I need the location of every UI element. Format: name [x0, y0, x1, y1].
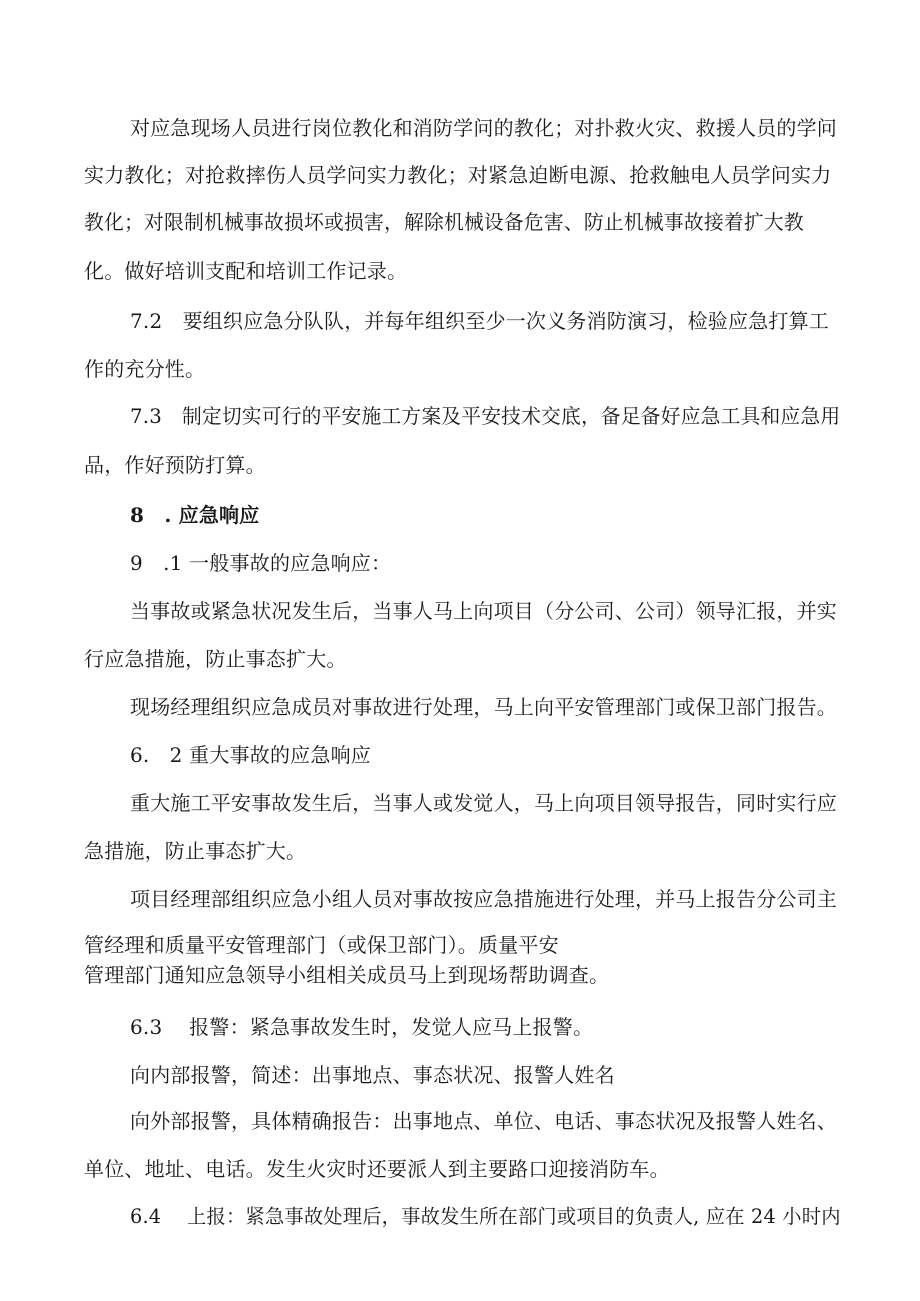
paragraph-line: 教化；对限制机械事故损坏或损害，解除机械设备危害、防止机械事故接着扩大教: [84, 211, 804, 234]
paragraph-line: 单位、地址、电话。发生火灾时还要派人到主要路口迎接消防车。: [84, 1157, 670, 1181]
section-7-2-line: 7.2 要组织应急分队队，并每年组织至少一次义务消防演习，检验应急打算工: [130, 309, 830, 333]
section-7-3-line: 7.3 制定切实可行的平安施工方案及平安技术交底，备足备好应急工具和应急用: [130, 405, 841, 428]
section-8-heading: 8 . 应急响应: [130, 503, 260, 527]
section-6-4-line: 6.4 上报：紧急事故处理后，事故发生所在部门或项目的负责人, 应在 24 小时内: [130, 1205, 841, 1228]
section-6-3-line: 6.3 报警：紧急事故发生时，发觉人应马上报警。: [130, 1015, 594, 1039]
paragraph-line: 当事故或紧急状况发生后，当事人马上向项目（分公司、公司）领导汇报，并实: [130, 599, 837, 623]
paragraph-line: 实力教化；对抢救摔伤人员学问实力教化；对紧急迫断电源、抢救触电人员学问实力: [84, 163, 832, 187]
paragraph-line: 急措施，防止事态扩大。: [84, 839, 307, 863]
paragraph-line: 作的充分性。: [84, 357, 206, 381]
section-6-2-heading: 6. 2 重大事故的应急响应: [130, 743, 371, 767]
paragraph-line: 项目经理部组织应急小组人员对事故按应急措施进行处理，并马上报告分公司主: [130, 887, 837, 911]
paragraph-line: 管经理和质量平安管理部门（或保卫部门）。质量平安: [84, 933, 559, 957]
paragraph-line: 管理部门通知应急领导小组相关成员马上到现场帮助调查。: [84, 963, 610, 987]
paragraph-line: 对应急现场人员进行岗位教化和消防学问的教化；对扑救火灾、救援人员的学问: [130, 116, 837, 140]
paragraph-line: 现场经理组织应急成员对事故进行处理，马上向平安管理部门或保卫部门报告。: [130, 695, 837, 719]
paragraph-line: 重大施工平安事故发生后，当事人或发觉人，马上向项目领导报告，同时实行应: [130, 791, 837, 815]
paragraph-line: 向内部报警，简述：出事地点、事态状况、报警人姓名: [130, 1063, 615, 1087]
paragraph-line: 行应急措施，防止事态扩大。: [84, 647, 347, 671]
section-9-1-heading: 9 .1 一般事故的应急响应：: [130, 551, 392, 575]
paragraph-line: 化。做好培训支配和培训工作记录。: [84, 259, 408, 283]
paragraph-line: 品，作好预防打算。: [84, 453, 266, 477]
paragraph-line: 向外部报警，具体精确报告：出事地点、单位、电话、事态状况及报警人姓名、: [130, 1109, 837, 1133]
